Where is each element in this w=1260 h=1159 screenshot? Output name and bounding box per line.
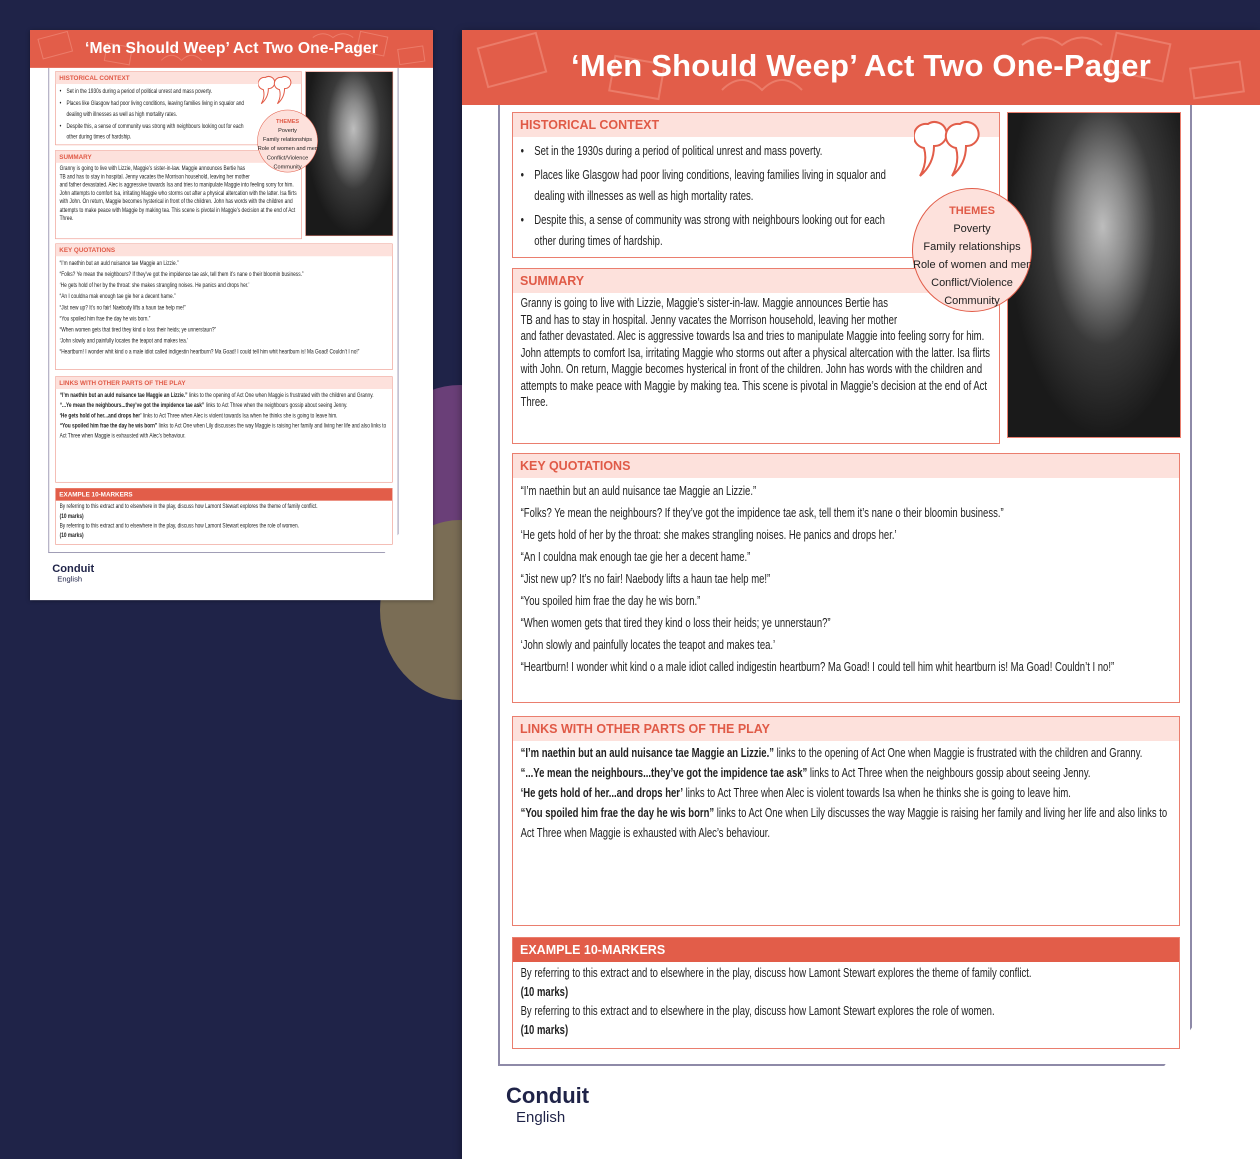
- theme-item: Role of women and men: [913, 259, 1033, 271]
- elderly-woman-photo: [305, 71, 393, 236]
- themes-circle: [257, 110, 318, 173]
- question: [60, 502, 389, 521]
- link-item: [521, 803, 1172, 843]
- link-item: [521, 783, 1172, 803]
- bullet: • Set in the 1930s during a period of political unrest and mass poverty.: [60, 86, 255, 97]
- quotation: “You spoiled him frae the day he wis born.”: [59, 314, 151, 322]
- section-heading: HISTORICAL CONTEXT: [56, 72, 301, 84]
- example-questions-box: [512, 937, 1180, 1049]
- link-text: links to Act Three when the neighbours gossip about seeing Jenny.: [204, 401, 348, 409]
- theme-item: Community: [944, 295, 1000, 307]
- page-title: ‘Men Should Weep’ Act Two One-Pager: [571, 48, 1151, 83]
- section-heading: KEY QUOTATIONS: [513, 454, 1179, 478]
- link-quote: ‘He gets hold of her...and drops her’: [59, 411, 142, 419]
- question-text: By referring to this extract and to elsewhere in the play, discuss how Lamont Stewart explores the role of women.: [520, 1004, 995, 1018]
- link-item: [60, 420, 389, 440]
- link-quote: “...Ye mean the neighbours...they’ve got the impidence tae ask”: [59, 401, 205, 409]
- themes-circle: [912, 188, 1032, 312]
- quote-mark-icon: [914, 120, 984, 180]
- quotation: “Folks? Ye mean the neighbours? If they’ve got the impidence tae ask, tell them it’s nane o their bloomin business.”: [520, 506, 1004, 520]
- question-text: By referring to this extract and to elsewhere in the play, discuss how Lamont Stewart explores the theme of family conflict.: [59, 502, 318, 510]
- question: [60, 521, 389, 540]
- bullet: • Places like Glasgow had poor living conditions, leaving families living in squalor and dealing with illnesses as well as high mortality rates.: [521, 165, 908, 207]
- page-header: [462, 30, 1260, 105]
- link-item: [60, 390, 389, 400]
- link-quote: ‘He gets hold of her...and drops her’: [520, 786, 684, 800]
- theme-item: Role of women and men: [257, 145, 318, 152]
- bullet: • Despite this, a sense of community was strong with neighbours looking out for each other during times of hardship.: [521, 210, 908, 252]
- logo-subtitle: English: [57, 574, 83, 584]
- quotation: “An I couldna mak enough tae gie her a decent hame.”: [520, 550, 751, 564]
- elderly-woman-photo: [1007, 112, 1181, 438]
- quotation: ‘He gets hold of her by the throat: she makes strangling noises. He panics and drops her.’: [59, 281, 250, 289]
- bullet: • Despite this, a sense of community was strong with neighbours looking out for each other during times of hardship.: [60, 121, 255, 142]
- question: [521, 964, 1172, 1002]
- question-marks: (10 marks): [59, 531, 84, 539]
- section-heading: SUMMARY: [513, 269, 999, 293]
- one-pager-page: [462, 30, 1260, 1159]
- link-item: [60, 400, 389, 410]
- theme-item: Poverty: [278, 127, 297, 134]
- quotation: “Heartburn! I wonder whit kind o a male idiot called indigestin heartburn? Ma Goad! I could tell him whit heartburn is! Ma Goad! Couldn’t I no!”: [520, 660, 1115, 674]
- link-text: links to Act One when Lily discusses the way Maggie is raising her family and living her life and also links to Act Three when Maggie is exhausted with Alec’s behaviour.: [520, 806, 1168, 840]
- link-quote: “You spoiled him frae the day he wis born”: [59, 421, 158, 429]
- page-title: ‘Men Should Weep’ Act Two One-Pager: [85, 39, 378, 57]
- link-text: links to Act One when Lily discusses the way Maggie is raising her family and living her life and also links to Act Three when Maggie is exhausted with Alec’s behaviour.: [59, 421, 387, 440]
- quotation: ‘John slowly and painfully locates the teapot and makes tea.’: [520, 638, 776, 652]
- question-text: By referring to this extract and to elsewhere in the play, discuss how Lamont Stewart explores the role of women.: [59, 521, 299, 529]
- quotation: “You spoiled him frae the day he wis born.”: [520, 594, 701, 608]
- section-heading: HISTORICAL CONTEXT: [513, 113, 999, 137]
- quotation: “I’m naethin but an auld nuisance tae Maggie an Lizzie.”: [59, 259, 179, 267]
- quotation: “Folks? Ye mean the neighbours? If they’ve got the impidence tae ask, tell them it’s nane o their bloomin business.”: [59, 270, 304, 278]
- section-heading: EXAMPLE 10-MARKERS: [513, 938, 1179, 962]
- question-marks: (10 marks): [59, 512, 84, 520]
- link-quote: “You spoiled him frae the day he wis born”: [520, 806, 715, 820]
- question: [521, 1002, 1172, 1040]
- quotation: “Jist new up? It’s no fair! Naebody lifts a haun tae help me!”: [59, 303, 186, 311]
- themes-heading: THEMES: [275, 118, 300, 125]
- quotation: ‘He gets hold of her by the throat: she makes strangling noises. He panics and drops her.’: [520, 528, 897, 542]
- theme-item: Community: [273, 163, 302, 170]
- quotation: “When women gets that tired they kind o loss their heids; ye unnerstaun?”: [520, 616, 831, 630]
- quotation: “When women gets that tired they kind o loss their heids; ye unnerstaun?”: [59, 325, 217, 333]
- page-header: [30, 30, 433, 68]
- quotation: “An I couldna mak enough tae gie her a decent hame.”: [59, 292, 176, 300]
- conduit-logo: [506, 1083, 589, 1126]
- logo-name: Conduit: [506, 1083, 590, 1108]
- quote-mark-icon: [258, 75, 293, 105]
- logo-name: Conduit: [52, 561, 95, 575]
- key-quotations-box: [55, 244, 392, 370]
- section-heading: LINKS WITH OTHER PARTS OF THE PLAY: [56, 377, 392, 389]
- question-text: By referring to this extract and to elsewhere in the play, discuss how Lamont Stewart explores the theme of family conflict.: [520, 966, 1032, 980]
- theme-item: Family relationships: [923, 241, 1021, 253]
- link-text: links to Act Three when Alec is violent towards Isa when he thinks she is going to leave him.: [683, 786, 1071, 800]
- question-marks: (10 marks): [520, 985, 569, 999]
- theme-item: Family relationships: [263, 136, 313, 143]
- section-heading: SUMMARY: [56, 151, 301, 163]
- conduit-logo: [52, 562, 94, 584]
- bullet: • Places like Glasgow had poor living conditions, leaving families living in squalor and dealing with illnesses as well as high mortality rates.: [60, 98, 255, 119]
- link-text: links to the opening of Act One when Maggie is frustrated with the children and Granny.: [187, 391, 374, 399]
- key-quotations-box: [512, 453, 1180, 703]
- link-quote: “I’m naethin but an auld nuisance tae Maggie an Lizzie.”: [520, 746, 774, 760]
- example-questions-box: [55, 488, 392, 545]
- quotation: ‘John slowly and painfully locates the teapot and makes tea.’: [59, 337, 189, 345]
- one-pager-preview-page: [30, 30, 433, 600]
- quotation: “I’m naethin but an auld nuisance tae Maggie an Lizzie.”: [520, 484, 757, 498]
- section-heading: KEY QUOTATIONS: [56, 244, 392, 256]
- section-heading: EXAMPLE 10-MARKERS: [56, 489, 392, 501]
- link-text: links to Act Three when Alec is violent towards Isa when he thinks she is going to leave him.: [141, 411, 338, 419]
- summary-text: Granny is going to live with Lizzie, Maggie’s sister-in-law. Maggie announces Bertie has TB and has to stay in hospital. Jenny vacates the Morrison household, leaving her mother and father devastated. Alec is aggressive towards Isa and tries to manipulate Maggie into feeling sorry for him. John attempts to comfort Isa, irritating Maggie who storms out after a physical altercation with the latter. Isa flirts with John. On return, Maggie becomes hysterical in front of the children. John has words with the children and attempts to make peace with Maggie by making tea. This scene is pivotal in Maggie’s decision at the end of Act Three.: [520, 296, 991, 409]
- quotation: “Jist new up? It’s no fair! Naebody lifts a haun tae help me!”: [520, 572, 771, 586]
- link-quote: “...Ye mean the neighbours...they’ve got the impidence tae ask”: [520, 766, 808, 780]
- link-text: links to the opening of Act One when Maggie is frustrated with the children and Granny.: [773, 746, 1143, 760]
- summary-text: Granny is going to live with Lizzie, Maggie’s sister-in-law. Maggie announces Bertie has TB and has to stay in hospital. Jenny vacates the Morrison household, leaving her mother and father devastated. Alec is aggressive towards Isa and tries to manipulate Maggie into feeling sorry for him. John attempts to comfort Isa, irritating Maggie who storms out after a physical altercation with the latter. Isa flirts with John. On return, Maggie becomes hysterical in front of the children. John has words with the children and attempts to make peace with Maggie by making tea. This scene is pivotal in Maggie’s decision at the end of Act Three.: [59, 164, 297, 222]
- logo-subtitle: English: [516, 1109, 566, 1126]
- links-box: [512, 716, 1180, 926]
- themes-heading: THEMES: [949, 205, 995, 217]
- link-item: [521, 763, 1172, 783]
- section-heading: LINKS WITH OTHER PARTS OF THE PLAY: [513, 717, 1179, 741]
- question-marks: (10 marks): [520, 1023, 569, 1037]
- link-quote: “I’m naethin but an auld nuisance tae Maggie an Lizzie.”: [59, 391, 188, 399]
- quotation: “Heartburn! I wonder whit kind o a male idiot called indigestin heartburn? Ma Goad! I could tell him whit heartburn is! Ma Goad! Couldn’t I no!”: [59, 348, 360, 356]
- link-item: [521, 743, 1172, 763]
- theme-item: Poverty: [953, 223, 991, 235]
- theme-item: Conflict/Violence: [266, 154, 309, 161]
- theme-item: Conflict/Violence: [931, 277, 1013, 289]
- link-item: [60, 410, 389, 420]
- links-box: [55, 376, 392, 482]
- bullet: • Set in the 1930s during a period of political unrest and mass poverty.: [521, 141, 908, 162]
- link-text: links to Act Three when the neighbours gossip about seeing Jenny.: [807, 766, 1091, 780]
